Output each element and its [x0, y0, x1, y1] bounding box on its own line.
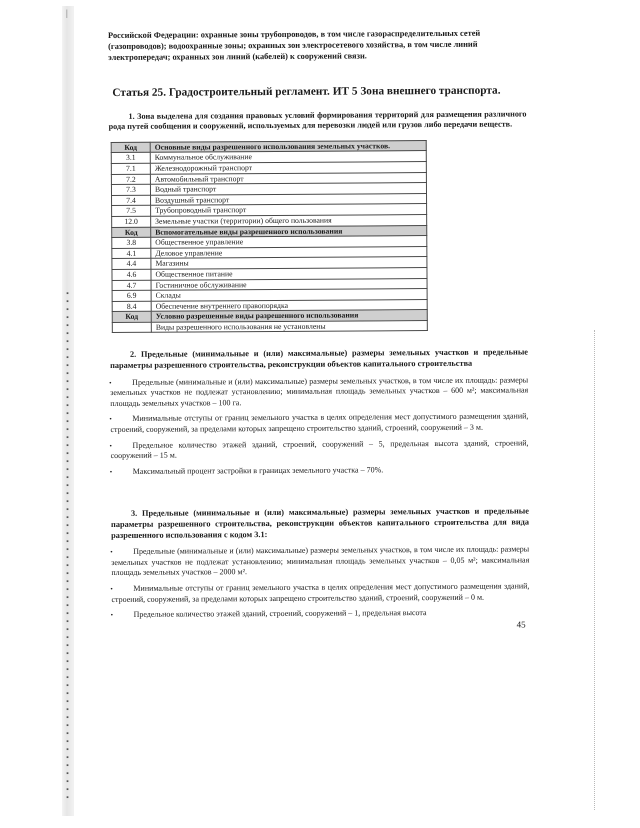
use-name-cell: Железнодорожный транспорт: [150, 162, 426, 174]
use-code-cell: 7.5: [112, 206, 151, 217]
section-title-cell: Вспомогательные виды разрешенного использования: [151, 225, 427, 237]
bullet-dot-icon: •: [109, 378, 112, 387]
bullet-text: Минимальные отступы от границ земельного участка в целях определения мест допустимого размещения зданий, строений, сооружений, за пределами которых запрещено строительство зданий, строений, сооружений – 3 м.: [110, 411, 529, 435]
use-code-cell: 4.1: [112, 248, 151, 259]
bullet-dot-icon: •: [110, 548, 113, 557]
bullet-text: Предельные (минимальные и (или) максимальные) размеры земельных участков, в том числе их площадь: размеры земельных участков не подлежат установлению; минимальная площадь земельных участков – 0,05 м²; максимальная площадь земельных участков – 2000 м².: [111, 544, 530, 578]
section-title-cell: Условно разрешенные виды разрешенного использования: [151, 310, 427, 322]
land-use-table: [111, 140, 428, 334]
scan-dotted-margin: [594, 330, 597, 810]
use-code-cell: 7.2: [111, 174, 150, 185]
bullet-text: Предельное количество этажей зданий, строений, сооружений – 5, предельная высота зданий, строений, сооружений – 15 м.: [110, 438, 529, 461]
use-code-cell: 12.0: [112, 216, 151, 227]
bullet-dot-icon: •: [110, 611, 114, 620]
bullet-item: [111, 581, 529, 605]
use-name-cell: Водный транспорт: [150, 183, 426, 195]
bullet-item: [111, 438, 529, 462]
bullet-dot-icon: •: [109, 467, 113, 476]
scan-corner-mark: |: [66, 8, 68, 18]
use-name-cell: Обеспечение внутреннего правопорядка: [151, 299, 427, 311]
use-code-cell: 3.1: [111, 153, 150, 164]
use-name-cell: Гостиничное обслуживание: [151, 278, 427, 290]
code-column-header: Код: [112, 227, 151, 238]
use-name-cell: Склады: [151, 289, 427, 301]
zone-description: 1. Зона выделена для создания правовых условий формирования территорий для размещения различного рода путей сообщения и сооружений, используемых для перевозки людей или грузов либо передачи веществ.: [108, 109, 527, 132]
bullet-dot-icon: •: [109, 441, 113, 450]
use-code-cell: 8.4: [112, 301, 151, 312]
use-code-cell: 4.4: [112, 259, 151, 270]
section-2-title: 2. Предельные (минимальные и (или) максимальные) размеры земельных участков и предельные параметры разрешенного строительства, реконструкции объектов капитального строительства: [110, 347, 529, 371]
bullet-item: [110, 412, 528, 436]
bullet-text: Предельное количество этажей зданий, строений, сооружений – 1, предельная высота: [133, 608, 427, 620]
code-column-header: Код: [112, 312, 151, 323]
use-name-cell: Общественное питание: [151, 267, 427, 279]
use-name-cell: Виды разрешенного использования не установлены: [151, 320, 427, 332]
table-row: [112, 320, 427, 333]
use-code-cell: 7.4: [112, 195, 151, 206]
use-code-cell: 7.3: [111, 184, 150, 195]
article-title: Статья 25. Градостроительный регламент. ИТ 5 Зона внешнего транспорта.: [112, 84, 501, 99]
use-name-cell: Общественное управление: [151, 236, 427, 248]
section-3-title: 3. Предельные (минимальные и (или) максимальные) размеры земельных участков и предельные параметры разрешенного строительства, реконструкции объектов капитального строительства для вида разрешенного использования с кодом 3.1:: [110, 506, 530, 540]
intro-paragraph: Российской Федерации: охранные зоны трубопроводов, в том числе газораспределительных сетей (газопроводов); водоохранные зоны; охранных зон электросетевого хозяйства, в том числе линий электропередач; охранных зон линий (кабелей) к сооружений связи.: [108, 28, 481, 63]
use-name-cell: Воздушный транспорт: [151, 193, 427, 205]
use-name-cell: Магазины: [151, 257, 427, 269]
use-name-cell: Коммунальное обслуживание: [150, 151, 426, 163]
use-code-cell: 4.7: [112, 280, 151, 291]
section-2-bullets: [110, 375, 529, 477]
bullet-text: Минимальные отступы от границ земельного участка в целях определения мест допустимого размещения зданий, строений, сооружений, за пределами которых запрещено строительство зданий, строений, сооружений – 0 м.: [111, 581, 530, 604]
section-3-bullets: [111, 545, 529, 621]
section-title-cell: Основные виды разрешенного использования земельных участков.: [150, 140, 426, 152]
use-code-cell: 7.1: [111, 163, 150, 174]
bullet-item: [111, 464, 529, 477]
use-code-cell: [112, 322, 151, 333]
document-page: [108, 27, 530, 632]
bullet-dot-icon: •: [110, 584, 113, 593]
use-name-cell: Земельные участки (территории) общего пользования: [151, 215, 427, 227]
use-name-cell: Трубопроводный транспорт: [151, 204, 427, 216]
use-code-cell: 4.6: [112, 269, 151, 280]
use-name-cell: Автомобильный транспорт: [150, 172, 426, 184]
bullet-item: [110, 375, 528, 409]
use-code-cell: 6.9: [112, 290, 151, 301]
bullet-text: Предельные (минимальные и (или) максимальные) размеры земельных участков, в том числе их площадь: размеры земельных участков не подлежат установлению; минимальная площадь земельных участков – 600 м²; максимальная площадь земельных участков – 100 га.: [110, 375, 529, 408]
bullet-item: [111, 545, 529, 579]
bullet-text: Максимальный процент застройки в границах земельного участка – 70%.: [132, 465, 384, 476]
page-number: 45: [516, 619, 526, 630]
bullet-dot-icon: •: [109, 415, 112, 424]
use-name-cell: Деловое управление: [151, 246, 427, 258]
use-code-cell: 3.8: [112, 237, 151, 248]
code-column-header: Код: [111, 142, 150, 153]
scan-edge-noise: ▪▪▪▪▪▪▪▪▪▪▪▪▪▪▪▪▪▪▪▪▪▪▪▪▪▪▪▪▪▪▪▪▪▪▪▪▪▪▪▪▪▪▪▪▪▪▪▪▪▪▪▪▪▪▪▪▪▪▪▪▪▪▪▪: [64, 288, 71, 800]
